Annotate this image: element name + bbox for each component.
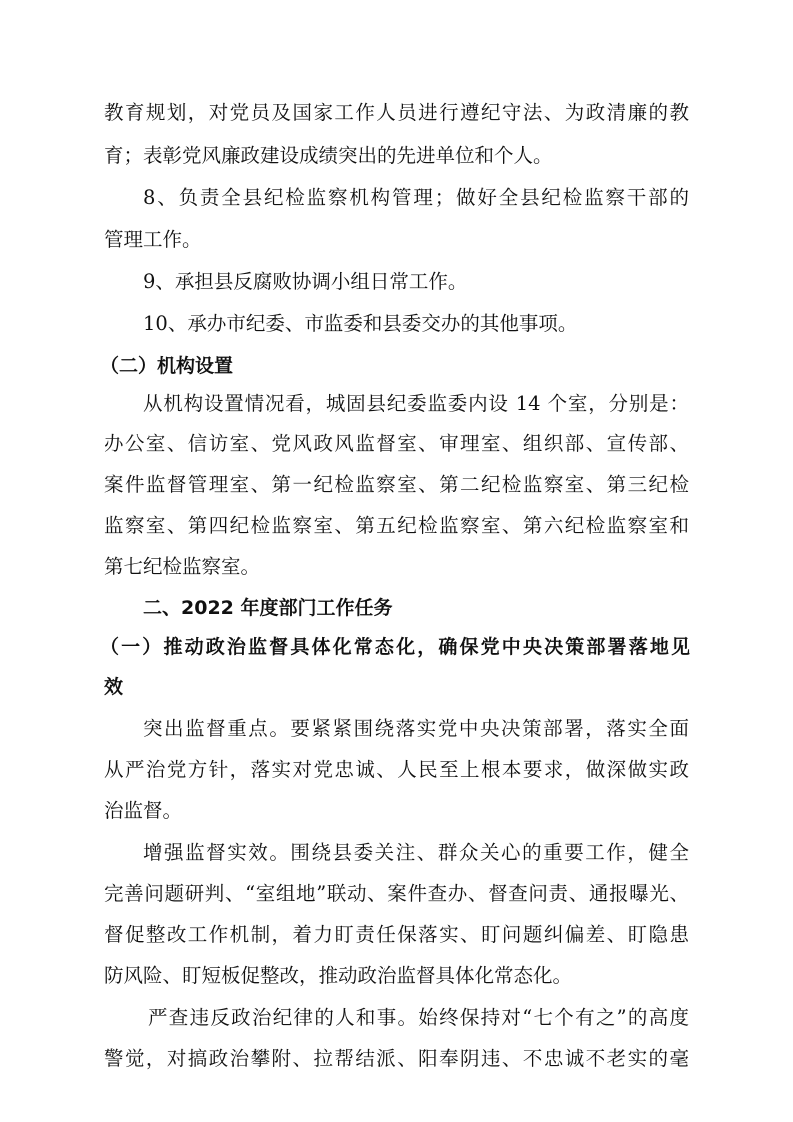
body-line: 突出监督重点。要紧紧围绕落实党中央决策部署，落实全面 <box>143 717 689 740</box>
body-line: 从机构设置情况看，城固县纪委监委内设 14 个室，分别是： <box>143 392 689 415</box>
body-line: 增强监督实效。围绕县委关注、群众关心的重要工作，健全 <box>143 841 689 864</box>
body-line: 从严治党方针，落实对党忠诚、人民至上根本要求，做深做实政 <box>104 758 689 781</box>
list-item-8: 8、负责全县纪检监察机构管理；做好全县纪检监察干部的 <box>143 186 689 209</box>
body-line: 警觉，对搞政治攀附、拉帮结派、阳奉阴违、不忠诚不老实的毫 <box>104 1047 689 1070</box>
list-item-9: 9、承担县反腐败协调小组日常工作。 <box>143 270 468 293</box>
body-line: 管理工作。 <box>104 228 202 251</box>
body-line: 办公室、信访室、党风政风监督室、审理室、组织部、宣传部、 <box>104 432 689 455</box>
body-line: 严查违反政治纪律的人和事。始终保持对“七个有之”的高度 <box>148 1006 689 1029</box>
section-heading-political-supervision: （一）推动政治监督具体化常态化，确保党中央决策部署落地见 <box>100 636 690 658</box>
body-line: 监察室、第四纪检监察室、第五纪检监察室、第六纪检监察室和 <box>104 514 689 537</box>
body-line: 防风险、盯短板促整改，推动政治监督具体化常态化。 <box>104 964 573 987</box>
body-line: 督促整改工作机制，着力盯责任保落实、盯问题纠偏差、盯隐患 <box>104 923 689 946</box>
section-heading-political-supervision-cont: 效 <box>104 676 124 698</box>
list-item-10: 10、承办市纪委、市监委和县委交办的其他事项。 <box>143 312 578 335</box>
body-line: 完善问题研判、“室组地”联动、案件查办、督查问责、通报曝光、 <box>104 882 689 905</box>
body-line: 案件监督管理室、第一纪检监察室、第二纪检监察室、第三纪检 <box>104 473 689 496</box>
section-heading-org-setup: （二）机构设置 <box>100 355 234 377</box>
body-line: 第七纪检监察室。 <box>104 555 261 578</box>
body-line: 育；表彰党风廉政建设成绩突出的先进单位和个人。 <box>104 144 553 167</box>
body-line: 教育规划，对党员及国家工作人员进行遵纪守法、为政清廉的教 <box>104 101 689 124</box>
chapter-heading-2022-tasks: 二、2022 年度部门工作任务 <box>143 597 393 619</box>
body-line: 治监督。 <box>104 799 183 822</box>
